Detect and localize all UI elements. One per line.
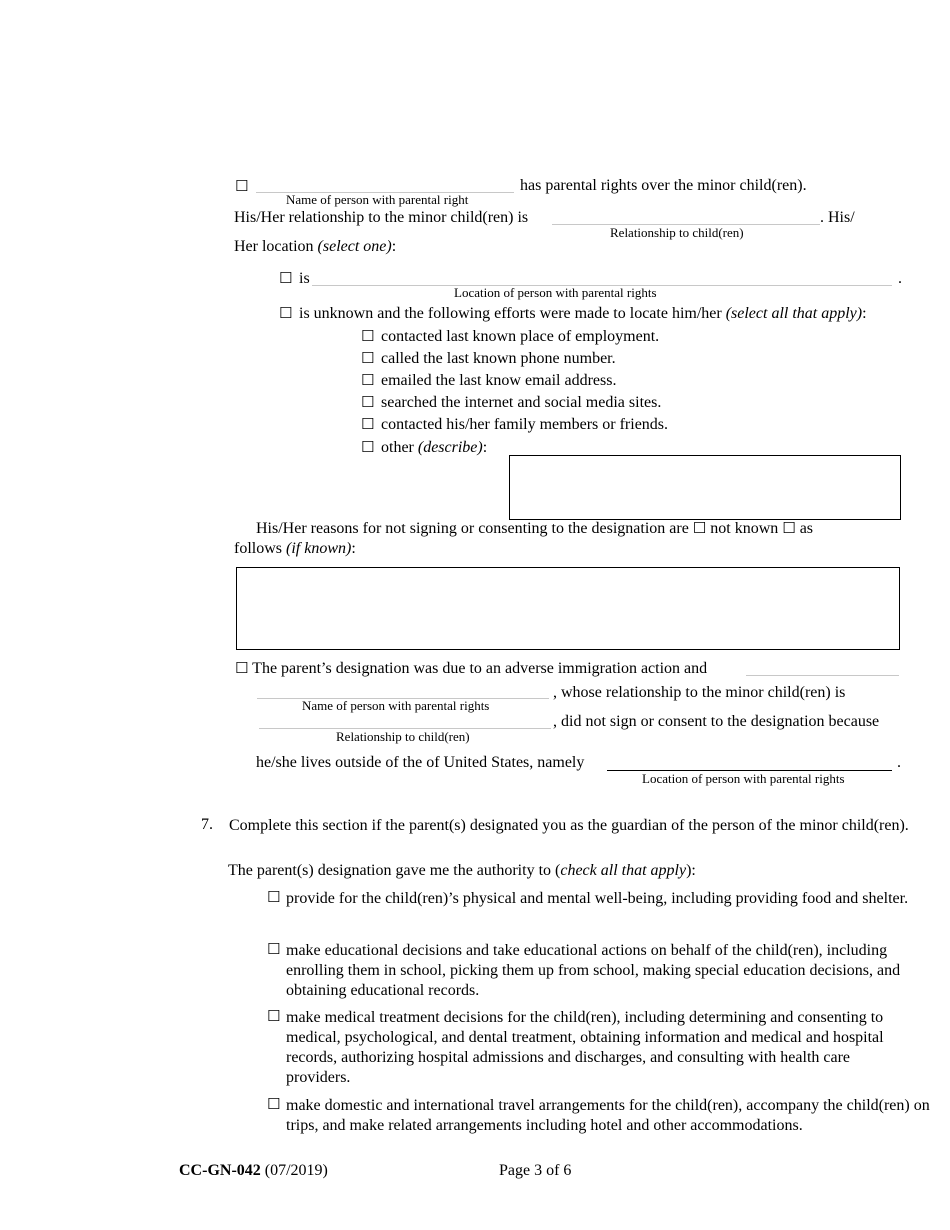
effort-employment: contacted last known place of employment.: [381, 328, 660, 345]
lives-outside-text: he/she lives outside of the of United States, namely: [256, 754, 585, 771]
other-describe-textbox[interactable]: [509, 455, 901, 520]
effort-checkbox[interactable]: ☐: [361, 393, 375, 411]
section-7-number: 7.: [201, 816, 213, 833]
authority-checkbox-education[interactable]: ☐: [267, 940, 281, 958]
reasons-prefix: His/Her reasons for not signing or consenting to the designation are: [256, 520, 689, 537]
authority-line: [228, 862, 696, 880]
immigration-relationship-caption: Relationship to child(ren): [336, 729, 470, 744]
immigration-location-caption: Location of person with parental rights: [642, 771, 845, 786]
authority-hint: check all that apply: [560, 862, 687, 879]
reasons-line: [256, 519, 813, 538]
location-period: .: [898, 270, 902, 287]
as-follows-checkbox[interactable]: ☐: [782, 519, 796, 537]
effort-other-checkbox[interactable]: ☐: [361, 438, 375, 456]
did-not-sign-text: , did not sign or consent to the designation because: [553, 713, 880, 730]
unknown-select-hint: (select all that apply): [725, 305, 863, 322]
follows-label: follows: [234, 540, 282, 557]
other-label: other: [381, 439, 414, 456]
immigration-name-caption: Name of person with parental rights: [302, 698, 490, 713]
effort-other-line: [381, 439, 487, 457]
footer-form-id-line: [179, 1162, 328, 1180]
footer-form-date: (07/2019): [264, 1162, 328, 1179]
effort-checkbox[interactable]: ☐: [361, 371, 375, 389]
authority-option-travel: make domestic and international travel arrangements for the child(ren), accompany the child(ren) on trips, and make related arrangements including hotel and other accommodations.: [286, 1097, 930, 1134]
immigration-field[interactable]: [746, 675, 899, 676]
section-7-heading: Complete this section if the parent(s) designated you as the guardian of the person of the minor child(ren).: [229, 817, 909, 834]
location-select-hint: (select one): [317, 238, 392, 255]
location-is-text: is: [299, 270, 310, 287]
follows-colon: :: [351, 540, 356, 557]
authority-checkbox-medical[interactable]: ☐: [267, 1007, 281, 1025]
location-is-checkbox[interactable]: ☐: [279, 269, 293, 287]
as-label: as: [799, 520, 814, 537]
location-unknown-checkbox[interactable]: ☐: [279, 304, 293, 322]
effort-email: emailed the last know email address.: [381, 372, 617, 389]
reasons-textbox[interactable]: [236, 567, 900, 650]
effort-internet: searched the internet and social media sites.: [381, 394, 662, 411]
immigration-line: [235, 659, 707, 678]
effort-family: contacted his/her family members or friends.: [381, 416, 669, 433]
effort-checkbox[interactable]: ☐: [361, 327, 375, 345]
if-known-hint: (if known): [286, 540, 352, 557]
location-colon: :: [391, 238, 397, 255]
authority-checkbox-wellbeing[interactable]: ☐: [267, 888, 281, 906]
unknown-text: is unknown and the following efforts were made to locate him/her: [299, 305, 722, 322]
unknown-colon: :: [862, 305, 867, 322]
not-known-checkbox[interactable]: ☐: [692, 519, 707, 537]
location-label-line: [234, 238, 396, 256]
location-unknown-line: [299, 305, 867, 323]
authority-suffix: ):: [686, 862, 696, 879]
relationship-prefix: His/Her relationship to the minor child(ren) is: [234, 209, 529, 226]
not-known-label: not known: [710, 520, 779, 537]
follows-line: [234, 540, 356, 558]
footer-page-number: Page 3 of 6: [499, 1162, 572, 1179]
whose-relationship-text: , whose relationship to the minor child(ren) is: [553, 684, 846, 701]
effort-phone: called the last known phone number.: [381, 350, 616, 367]
authority-option-wellbeing: provide for the child(ren)’s physical and mental well-being, including providing food and shelter.: [286, 890, 909, 907]
location-caption: Location of person with parental rights: [454, 285, 657, 300]
footer-form-id: CC-GN-042: [179, 1162, 261, 1179]
relationship-suffix: . His/: [820, 209, 855, 226]
authority-prefix: The parent(s) designation gave me the authority to (: [228, 862, 561, 879]
other-colon: :: [482, 439, 488, 456]
other-describe-hint: (describe): [417, 439, 483, 456]
location-label: Her location: [234, 238, 314, 255]
effort-checkbox[interactable]: ☐: [361, 349, 375, 367]
parent-name-caption: Name of person with parental right: [286, 192, 469, 207]
has-rights-text: has parental rights over the minor child(ren).: [520, 177, 807, 194]
immigration-checkbox[interactable]: ☐: [235, 659, 249, 677]
effort-checkbox[interactable]: ☐: [361, 415, 375, 433]
authority-option-education: make educational decisions and take educational actions on behalf of the child(ren), including enrolling them in school, picking them up from school, making special education decisions, and obtaining educational records.: [286, 942, 901, 999]
authority-option-medical: make medical treatment decisions for the child(ren), including determining and consenting to medical, psychological, and dental treatment, obtaining information and medical and hospital records, authorizing hospital admissions and discharges, and consulting with health care providers.: [286, 1009, 884, 1086]
immigration-period: .: [897, 754, 901, 771]
immigration-text: The parent’s designation was due to an adverse immigration action and: [252, 660, 708, 677]
authority-checkbox-travel[interactable]: ☐: [267, 1095, 281, 1113]
relationship-caption: Relationship to child(ren): [610, 225, 744, 240]
parent-rights-checkbox[interactable]: ☐: [235, 177, 249, 195]
